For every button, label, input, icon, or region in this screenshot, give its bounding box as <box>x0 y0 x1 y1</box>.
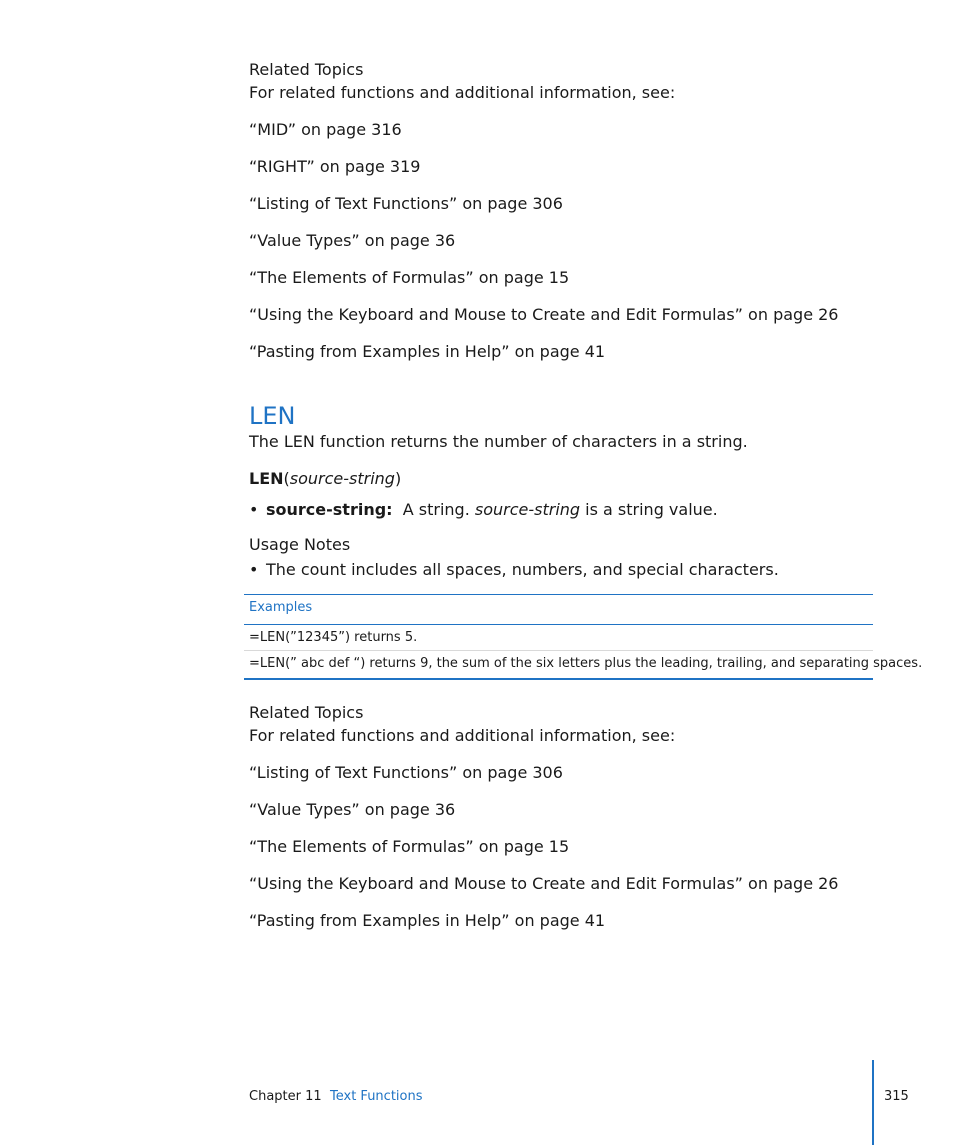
syntax-argument: source-string <box>289 469 395 488</box>
argument-description <box>266 500 718 520</box>
related-topics-intro: For related functions and additional information, see: <box>249 83 676 102</box>
example-row: =LEN(” abc def “) returns 9, the sum of the six letters plus the leading, trailing, and separating spaces. <box>249 656 923 671</box>
example-row: =LEN(”12345”) returns 5. <box>249 630 418 645</box>
topic-link[interactable]: “Value Types” on page 36 <box>249 231 456 250</box>
topic-link[interactable]: “RIGHT” on page 319 <box>249 157 421 176</box>
examples-top-rule <box>244 594 873 595</box>
footer-divider <box>872 1060 874 1145</box>
bullet-glyph: • <box>249 500 259 519</box>
syntax-close-paren: ) <box>394 469 402 488</box>
usage-notes-heading: Usage Notes <box>249 535 351 554</box>
argument-text-2: is a string value. <box>585 500 718 519</box>
topic-link[interactable]: “Pasting from Examples in Help” on page 41 <box>249 911 606 930</box>
topic-link[interactable]: “The Elements of Formulas” on page 15 <box>249 268 570 287</box>
topic-link[interactable]: “MID” on page 316 <box>249 120 402 139</box>
argument-text: A string. <box>402 500 470 519</box>
topic-link[interactable]: “Listing of Text Functions” on page 306 <box>249 763 563 782</box>
topic-link[interactable]: “Using the Keyboard and Mouse to Create and Edit Formulas” on page 26 <box>249 305 839 324</box>
topic-link[interactable]: “Using the Keyboard and Mouse to Create and Edit Formulas” on page 26 <box>249 874 839 893</box>
function-description: The LEN function returns the number of characters in a string. <box>249 432 748 451</box>
examples-heading: Examples <box>249 600 313 615</box>
page-number: 315 <box>884 1089 909 1104</box>
argument-italic: source-string <box>474 500 581 519</box>
function-syntax <box>249 469 401 489</box>
examples-header-rule <box>244 624 873 625</box>
examples-bottom-rule <box>244 678 873 680</box>
usage-note: The count includes all spaces, numbers, and special characters. <box>266 560 779 579</box>
related-topics-intro: For related functions and additional information, see: <box>249 726 676 745</box>
topic-link[interactable]: “Value Types” on page 36 <box>249 800 456 819</box>
syntax-name: LEN <box>249 469 284 488</box>
syntax-open-paren: ( <box>283 469 290 488</box>
argument-name: source-string: <box>266 500 393 519</box>
topic-link[interactable]: “Listing of Text Functions” on page 306 <box>249 194 563 213</box>
function-title: LEN <box>249 402 296 430</box>
related-topics-heading: Related Topics <box>249 703 364 722</box>
related-topics-heading: Related Topics <box>249 60 364 79</box>
footer-section-title: Text Functions <box>330 1089 423 1104</box>
example-row-divider <box>244 650 873 651</box>
footer-chapter: Chapter 11 <box>249 1089 322 1104</box>
topic-link[interactable]: “Pasting from Examples in Help” on page 41 <box>249 342 606 361</box>
topic-link[interactable]: “The Elements of Formulas” on page 15 <box>249 837 570 856</box>
bullet-glyph: • <box>249 560 259 579</box>
